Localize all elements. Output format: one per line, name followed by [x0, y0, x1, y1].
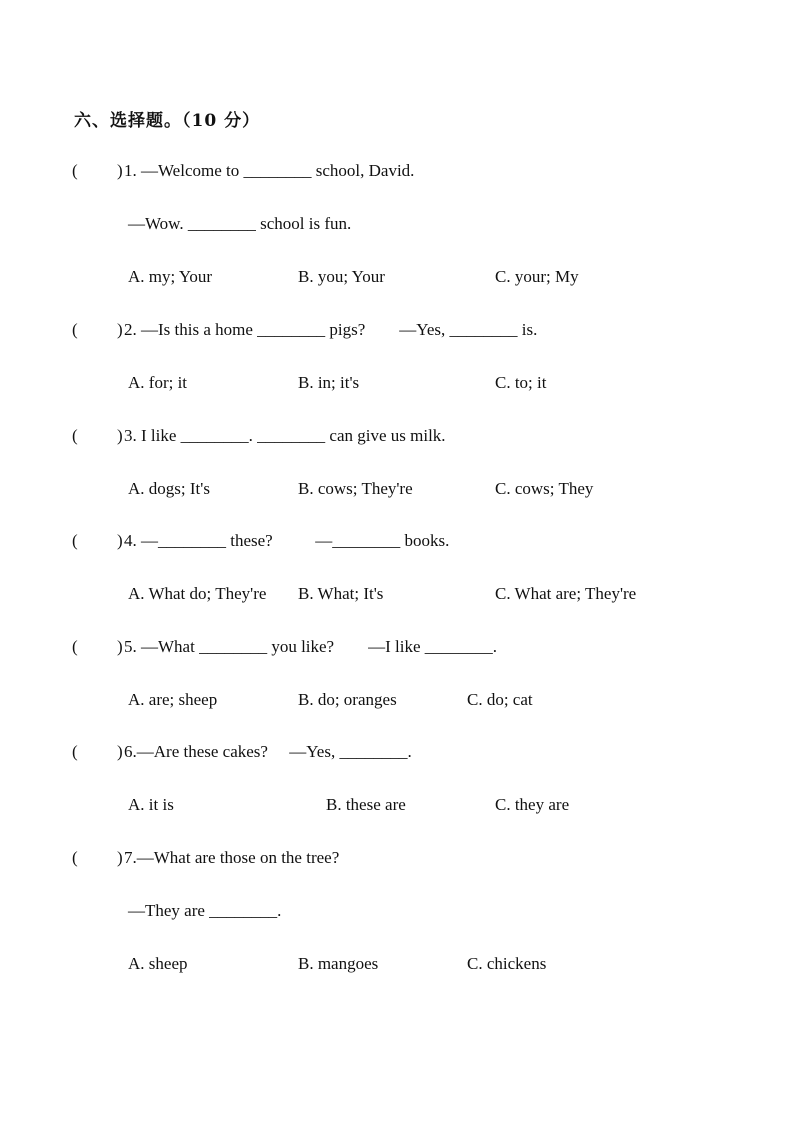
option-b: B. in; it's [298, 373, 360, 392]
option-a: A. sheep [128, 954, 188, 973]
option-c: C. What are; They're [495, 584, 637, 603]
option-a: A. are; sheep [128, 690, 218, 709]
question-line2: —They are ________. [128, 901, 282, 920]
option-b: B. cows; They're [298, 479, 413, 498]
option-a: A. for; it [128, 373, 188, 392]
option-b: B. you; Your [298, 267, 385, 286]
option-c: C. they are [495, 795, 570, 814]
question-stem: 1. —Welcome to ________ school, David. [124, 161, 415, 180]
option-c: C. cows; They [495, 479, 594, 498]
answer-blank-open: ( [72, 848, 78, 867]
option-a: A. my; Your [128, 267, 213, 286]
answer-blank-close: ) [117, 320, 123, 339]
question-line2: —Wow. ________ school is fun. [128, 214, 352, 233]
option-a: A. dogs; It's [128, 479, 210, 498]
answer-blank-close: ) [117, 637, 123, 656]
option-b: B. do; oranges [298, 690, 397, 709]
question-stem: 3. I like ________. ________ can give us milk. [124, 426, 446, 445]
answer-blank-open: ( [72, 161, 78, 180]
option-c: C. to; it [495, 373, 547, 392]
answer-blank-open: ( [72, 531, 78, 550]
option-b: B. these are [326, 795, 406, 814]
question-stem: 6.—Are these cakes? —Yes, ________. [124, 742, 412, 761]
question-stem: 7.—What are those on the tree? [124, 848, 340, 867]
option-c: C. chickens [467, 954, 547, 973]
option-c: C. your; My [495, 267, 579, 286]
option-b: B. mangoes [298, 954, 379, 973]
answer-blank-close: ) [117, 161, 123, 180]
answer-blank-open: ( [72, 637, 78, 656]
option-a: A. What do; They're [128, 584, 267, 603]
answer-blank-open: ( [72, 742, 78, 761]
option-a: A. it is [128, 795, 174, 814]
section-heading: 六、选择题。（10 分） [74, 111, 261, 131]
question-stem: 5. —What ________ you like? —I like ________. [124, 637, 498, 656]
answer-blank-close: ) [117, 531, 123, 550]
answer-blank-open: ( [72, 426, 78, 445]
question-stem: 4. —________ these? —________ books. [124, 531, 450, 550]
answer-blank-close: ) [117, 426, 123, 445]
question-stem: 2. —Is this a home ________ pigs? —Yes, ________ is. [124, 320, 538, 339]
answer-blank-close: ) [117, 742, 123, 761]
option-c: C. do; cat [467, 690, 533, 709]
answer-blank-close: ) [117, 848, 123, 867]
answer-blank-open: ( [72, 320, 78, 339]
option-b: B. What; It's [298, 584, 384, 603]
